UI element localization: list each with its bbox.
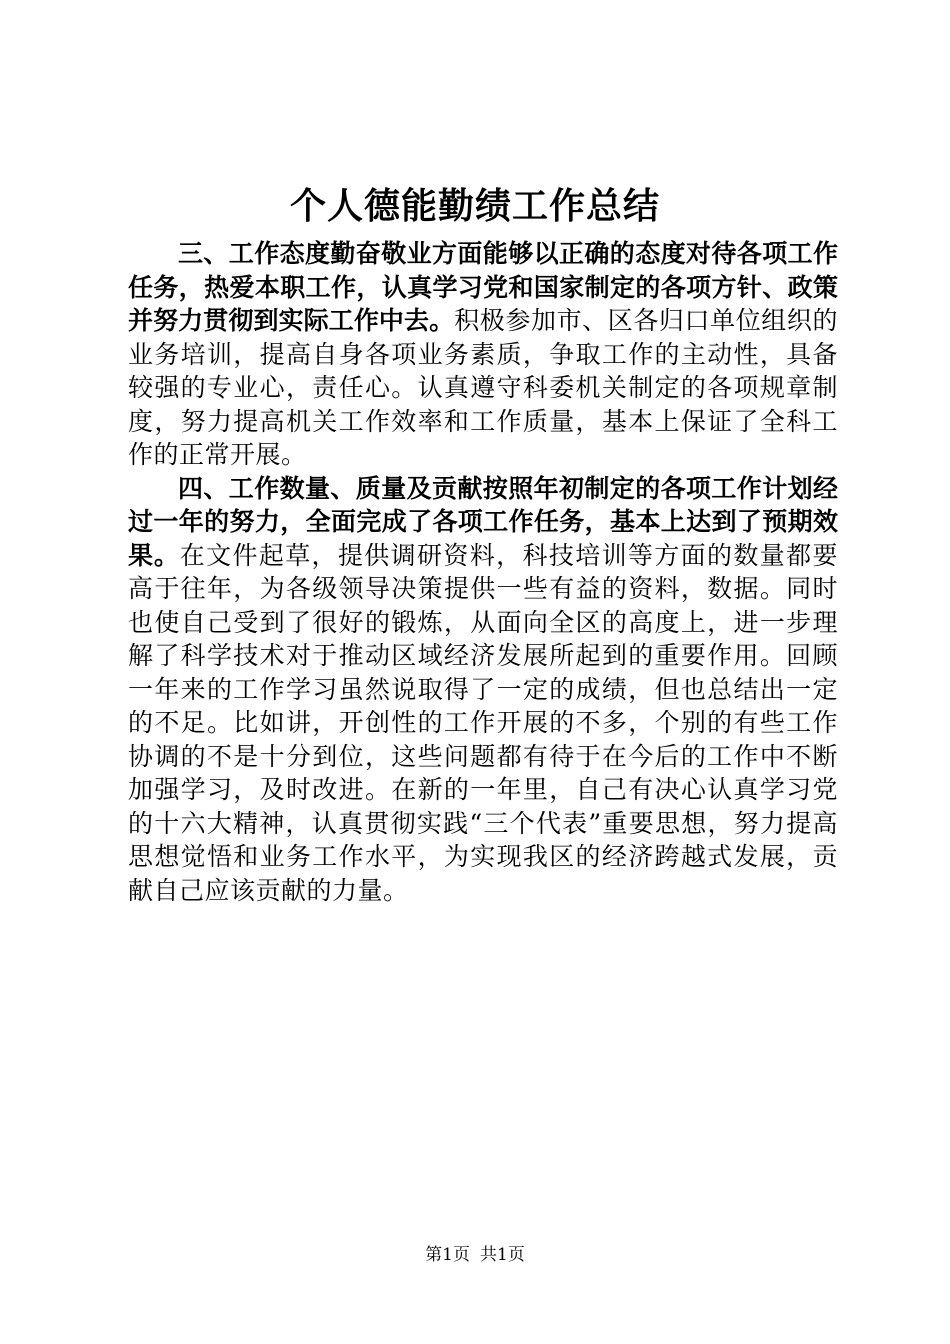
paragraph-work-attitude xyxy=(128,238,838,473)
paragraph-heading: 四、工作数量、质量及贡献按照年初制定的各项工作计划经过一年的努力，全面完成了各项工作任务，基本上达到了预期效果。 xyxy=(128,473,838,570)
page-total: 共1页 xyxy=(480,1245,525,1265)
page-footer xyxy=(0,1244,950,1266)
paragraph-text: 积极参加市、区各归口单位组织的业务培训，提高自身各项业务素质，争取工作的主动性，具备较强的专业心，责任心。认真遵守科委机关制定的各项规章制度，努力提高机关工作效率和工作质量，基本上保证了全科工作的正常开展。 xyxy=(128,306,838,469)
paragraph-text: 在文件起草，提供调研资料，科技培训等方面的数量都要高于往年，为各级领导决策提供一些有益的资料，数据。同时也使自己受到了很好的锻炼，从面向全区的高度上，进一步理解了科学技术对于推动区域经济发展所起到的重要作用。回顾一年来的工作学习虽然说取得了一定的成绩，但也总结出一定的不足。比如讲，开创性的工作开展的不多，个别的有些工作协调的不是十分到位，这些问题都有待于在今后的工作中不断加强学习，及时改进。在新的一年里，自己有决心认真学习党的十六大精神，认真贯彻实践“三个代表”重要思想，努力提高思想觉悟和业务工作水平，为实现我区的经济跨越式发展，贡献自己应该贡献的力量。 xyxy=(128,540,838,905)
paragraph-work-quantity xyxy=(128,473,838,909)
page-number: 第1页 xyxy=(425,1245,470,1265)
document-body xyxy=(128,238,838,908)
paragraph-heading: 三、工作态度勤奋敬业方面能够以正确的态度对待各项工作任务，热爱本职工作，认真学习党和国家制定的各项方针、政策并努力贯彻到实际工作中去。 xyxy=(128,239,838,335)
document-title: 个人德能勤绩工作总结 xyxy=(289,186,660,227)
